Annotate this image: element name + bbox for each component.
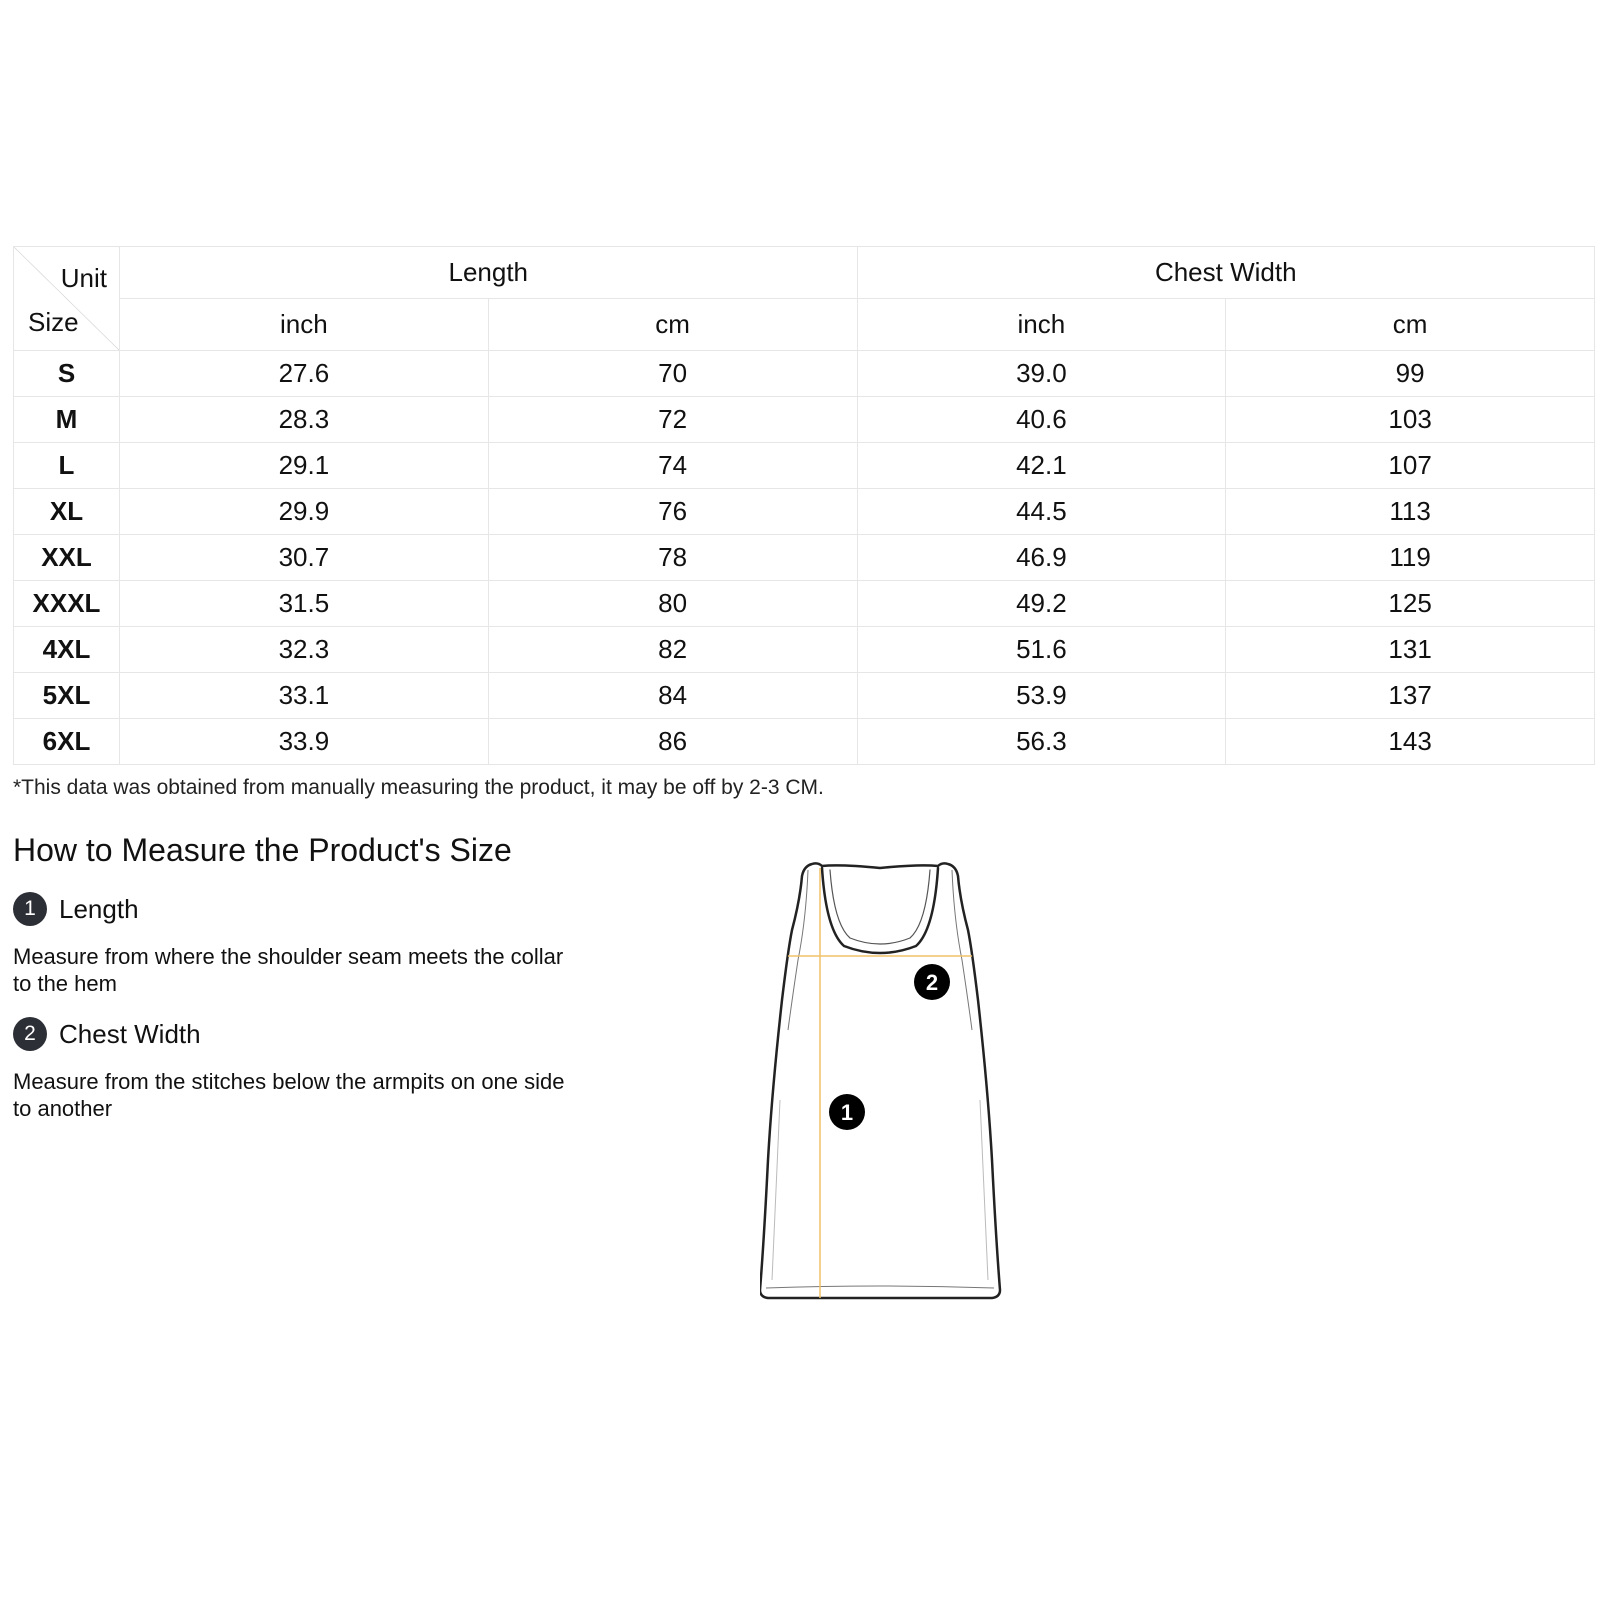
length-inch-cell: 33.1 <box>120 673 489 719</box>
tank-top-icon <box>760 860 1020 1330</box>
corner-header-cell <box>14 247 120 351</box>
length-cm-cell: 84 <box>488 673 857 719</box>
marker-2 <box>914 964 950 1000</box>
chest-cm-cell: 143 <box>1226 719 1595 765</box>
length-inch-header: inch <box>120 299 489 351</box>
header-group-row <box>14 247 1595 299</box>
length-inch-cell: 30.7 <box>120 535 489 581</box>
length-inch-cell: 27.6 <box>120 351 489 397</box>
table-row <box>14 489 1595 535</box>
marker-1 <box>829 1094 865 1130</box>
chest-inch-header: inch <box>857 299 1226 351</box>
length-cm-cell: 74 <box>488 443 857 489</box>
size-cell: L <box>14 443 120 489</box>
chest-width-group-header: Chest Width <box>857 247 1595 299</box>
length-cm-cell: 78 <box>488 535 857 581</box>
chest-inch-cell: 56.3 <box>857 719 1226 765</box>
measure-item-chest-width <box>13 1016 573 1122</box>
measure-item-heading <box>13 1016 573 1052</box>
tank-top-diagram <box>760 860 1020 1330</box>
size-cell: 4XL <box>14 627 120 673</box>
chest-cm-header: cm <box>1226 299 1595 351</box>
measure-item-description: Measure from the stitches below the armpits on one side to another <box>13 1069 565 1121</box>
marker-2-label: 2 <box>925 970 939 995</box>
size-chart-table <box>13 246 1595 765</box>
length-group-header: Length <box>120 247 858 299</box>
length-cm-cell: 82 <box>488 627 857 673</box>
measure-guide-title: How to Measure the Product's Size <box>13 832 512 868</box>
marker-1-label: 1 <box>840 1100 854 1125</box>
table-row <box>14 719 1595 765</box>
length-cm-cell: 76 <box>488 489 857 535</box>
measure-item-heading <box>13 891 573 927</box>
table-row <box>14 627 1595 673</box>
chest-inch-cell: 42.1 <box>857 443 1226 489</box>
size-cell: S <box>14 351 120 397</box>
measurement-disclaimer: *This data was obtained from manually measuring the product, it may be off by 2-3 CM. <box>13 776 824 799</box>
length-cm-cell: 70 <box>488 351 857 397</box>
size-cell: 6XL <box>14 719 120 765</box>
unit-header-label: Unit <box>60 263 107 293</box>
measure-item-length <box>13 891 573 997</box>
measure-item-label: Length <box>59 893 139 924</box>
chest-cm-cell: 107 <box>1226 443 1595 489</box>
size-cell: XXXL <box>14 581 120 627</box>
table-row <box>14 397 1595 443</box>
length-inch-cell: 29.9 <box>120 489 489 535</box>
chest-inch-cell: 39.0 <box>857 351 1226 397</box>
table-row <box>14 673 1595 719</box>
measure-item-label: Chest Width <box>59 1018 201 1049</box>
table-row <box>14 581 1595 627</box>
length-cm-header: cm <box>488 299 857 351</box>
length-inch-cell: 33.9 <box>120 719 489 765</box>
size-cell: M <box>14 397 120 443</box>
table-row <box>14 351 1595 397</box>
chest-cm-cell: 103 <box>1226 397 1595 443</box>
size-header-label: Size <box>28 307 79 337</box>
chest-inch-cell: 44.5 <box>857 489 1226 535</box>
size-cell: 5XL <box>14 673 120 719</box>
chest-inch-cell: 40.6 <box>857 397 1226 443</box>
length-cm-cell: 86 <box>488 719 857 765</box>
table-row <box>14 443 1595 489</box>
length-cm-cell: 80 <box>488 581 857 627</box>
chest-inch-cell: 53.9 <box>857 673 1226 719</box>
size-cell: XXL <box>14 535 120 581</box>
size-cell: XL <box>14 489 120 535</box>
chest-cm-cell: 99 <box>1226 351 1595 397</box>
tank-top-outline <box>760 863 1000 1298</box>
chest-inch-cell: 49.2 <box>857 581 1226 627</box>
measure-item-description: Measure from where the shoulder seam meets the collar to the hem <box>13 944 564 996</box>
chest-cm-cell: 137 <box>1226 673 1595 719</box>
chest-inch-cell: 51.6 <box>857 627 1226 673</box>
chest-cm-cell: 119 <box>1226 535 1595 581</box>
length-inch-cell: 31.5 <box>120 581 489 627</box>
chest-cm-cell: 125 <box>1226 581 1595 627</box>
length-inch-cell: 29.1 <box>120 443 489 489</box>
chest-cm-cell: 131 <box>1226 627 1595 673</box>
length-inch-cell: 28.3 <box>120 397 489 443</box>
table-row <box>14 535 1595 581</box>
chest-cm-cell: 113 <box>1226 489 1595 535</box>
length-cm-cell: 72 <box>488 397 857 443</box>
number-badge-2: 2 <box>13 1017 47 1051</box>
header-unit-row <box>14 299 1595 351</box>
length-inch-cell: 32.3 <box>120 627 489 673</box>
chest-inch-cell: 46.9 <box>857 535 1226 581</box>
number-badge-1: 1 <box>13 892 47 926</box>
